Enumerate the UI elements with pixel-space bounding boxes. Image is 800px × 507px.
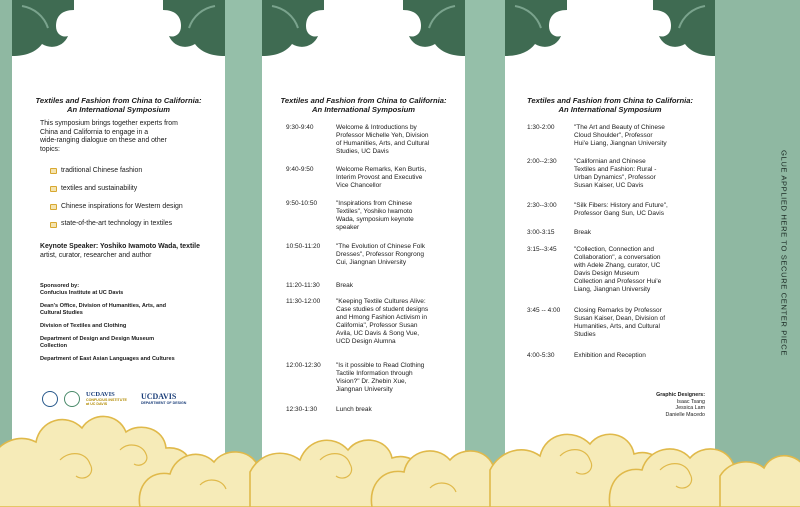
designer-name: Jessica Lam	[675, 405, 705, 412]
schedule-line: Humanities, Arts, and Cultural	[574, 323, 660, 331]
topic-item	[50, 220, 183, 229]
schedule-row	[286, 166, 427, 190]
schedule-line: "The Evolution of Chinese Folk	[336, 243, 426, 250]
schedule-line: "Keeping Textile Cultures Alive:	[336, 298, 426, 305]
schedule-description	[336, 282, 461, 290]
topic-label: traditional Chinese fashion	[61, 167, 143, 174]
schedule-line: Lunch break	[336, 406, 372, 413]
schedule-description	[574, 307, 709, 339]
schedule-description	[336, 124, 461, 156]
sponsor-entry	[40, 283, 212, 297]
schedule-line: UCD Design Alumna	[336, 338, 396, 346]
schedule-line: Vision?" Dr. Zhebin Xue,	[336, 378, 407, 386]
schedule-line: "Inspirations from Chinese	[336, 200, 413, 207]
schedule-line: Exhibition and Reception	[574, 352, 646, 359]
topic-label: textiles and sustainability	[61, 184, 138, 192]
schedule-row	[527, 124, 667, 148]
schedule-description	[336, 298, 461, 347]
intro-line: This symposium brings together experts from	[40, 120, 178, 127]
schedule-time: 9:50-10:50	[286, 200, 318, 207]
schedule-line: Hui'e Liang, Jiangnan University	[574, 140, 667, 148]
schedule-line: Liang, Jiangnan University	[574, 286, 651, 294]
schedule-line: Professor Gang Sun, UC Davis	[574, 210, 664, 218]
logo-wordmark: UCDAVIS	[140, 392, 177, 401]
schedule-line: Break	[336, 282, 353, 289]
intro-line: topics:	[40, 145, 60, 153]
schedule-line: Collaboration", a conversation	[574, 254, 661, 262]
decorative-clouds-icon	[0, 390, 800, 507]
schedule-line: Dresses", Professor Rongrong	[336, 251, 424, 259]
schedule-description	[574, 158, 709, 190]
schedule-line: Studies	[574, 331, 596, 339]
schedule-row	[527, 307, 666, 339]
sponsor-entry	[40, 356, 212, 363]
schedule-line: Cui, Jiangnan University	[336, 259, 407, 267]
schedule-row	[527, 352, 646, 360]
schedule-line: Tactile Information through	[336, 370, 413, 378]
schedule-line: Susan Kaiser, Dean, Division of	[574, 315, 666, 323]
schedule-line: "Californian and Chinese	[574, 158, 646, 165]
title-line: An International Symposium	[312, 105, 415, 114]
schedule-line: Welcome & Introductions by	[336, 124, 417, 131]
designer-name: Danielle Macedo	[665, 411, 705, 418]
schedule-description	[574, 202, 709, 218]
corner-ornament-icon	[505, 0, 567, 58]
designers-heading: Graphic Designers:	[656, 392, 705, 398]
schedule-line: "Silk Fibers: History and Future",	[574, 202, 668, 209]
schedule-description	[336, 166, 461, 190]
schedule-line: Professor Michelle Yeh, Division	[336, 132, 429, 140]
sponsor-line: Confucius Institute at UC Davis	[40, 290, 124, 296]
schedule-row	[527, 229, 591, 237]
intro-line: wide-ranging dialogue on these and other	[40, 137, 167, 145]
schedule-row	[286, 282, 353, 290]
logo-subtitle: CONFUCIUS INSTITUTE	[86, 398, 127, 403]
schedule-description	[336, 200, 461, 232]
schedule-line: Textiles", Yoshiko Iwamoto	[336, 208, 413, 216]
schedule-time: 1:30-2:00	[527, 124, 555, 131]
schedule-line: California", Professor Susan	[336, 322, 418, 330]
schedule-line: Avila, UC Davis & Song Vue,	[336, 330, 420, 338]
schedule-line: "The Art and Beauty of Chinese	[574, 124, 665, 131]
keynote-line: Keynote Speaker: Yoshiko Iwamoto Wada, textile	[40, 243, 200, 250]
corner-ornament-icon	[12, 0, 74, 58]
intro-paragraph	[40, 120, 210, 154]
schedule-line: Urban Dynamics", Professor	[574, 174, 656, 182]
schedule-time: 12:00-12:30	[286, 362, 321, 369]
schedule-row	[286, 200, 414, 232]
schedule-time: 3:45 -- 4:00	[527, 307, 561, 314]
schedule-description	[574, 246, 709, 295]
logo-subtitle: DEPARTMENT OF DESIGN	[140, 401, 187, 405]
schedule-line: Interim Provost and Executive	[336, 174, 423, 182]
corner-ornament-icon	[262, 0, 324, 58]
cloud-bullet-icon	[50, 186, 57, 192]
intro-line: China and California to engage in a	[40, 128, 149, 136]
symposium-title	[12, 96, 225, 114]
schedule-line: with Adele Zhang, curator, UC	[574, 262, 661, 270]
title-line: Textiles and Fashion from China to California:	[35, 96, 202, 105]
schedule-time: 2:00--2:30	[527, 158, 557, 165]
schedule-row	[286, 362, 425, 394]
symposium-title	[262, 96, 465, 114]
schedule-time: 4:00-5:30	[527, 352, 555, 359]
corner-ornament-icon	[163, 0, 225, 58]
schedule-time: 11:30-12:00	[286, 298, 321, 305]
symposium-title	[505, 96, 715, 114]
schedule-line: Susan Kaiser, UC Davis	[574, 182, 644, 190]
glue-instruction: GLUE APPLIED HERE TO SECURE CENTER PIECE	[779, 149, 789, 357]
logo-subtitle: at UC DAVIS	[86, 402, 108, 407]
schedule-line: and Hmong Fashion Activism in	[336, 314, 428, 322]
title-line: Textiles and Fashion from China to California:	[527, 96, 693, 105]
schedule-row	[286, 124, 430, 156]
title-line: Textiles and Fashion from China to California:	[280, 96, 447, 105]
schedule-line: Vice Chancellor	[336, 182, 382, 190]
corner-ornament-icon	[403, 0, 465, 58]
schedule-time: 9:40-9:50	[286, 166, 314, 173]
sponsor-line: Department of Design and Design Museum	[40, 336, 155, 342]
sponsors-list	[40, 283, 212, 369]
sponsor-line: Collection	[40, 343, 68, 349]
topic-item	[50, 167, 183, 176]
sponsor-line: Cultural Studies	[40, 310, 83, 316]
topic-label: state-of-the-art technology in textiles	[61, 220, 173, 228]
topic-item	[50, 203, 183, 212]
schedule-row	[527, 202, 668, 218]
sponsor-line: Sponsored by:	[40, 283, 80, 289]
schedule-line: "Collection, Connection and	[574, 246, 654, 253]
schedule-time: 2:30--3:00	[527, 202, 557, 209]
schedule-line: "Is it possible to Read Clothing	[336, 362, 425, 369]
schedule-time: 11:20-11:30	[286, 282, 320, 289]
schedule-description	[336, 243, 461, 267]
schedule-description	[574, 229, 709, 237]
schedule-time: 9:30-9:40	[286, 124, 314, 131]
schedule-description	[574, 352, 709, 360]
schedule-line: Break	[574, 229, 591, 236]
sponsor-entry	[40, 323, 212, 330]
schedule-line: of Humanities, Arts, and Cultural	[336, 140, 430, 148]
schedule-time: 12:30-1:30	[286, 406, 318, 413]
cloud-bullet-icon	[50, 204, 57, 210]
keynote-speaker	[40, 243, 212, 260]
corner-ornament-icon	[653, 0, 715, 58]
schedule-line: Textiles and Fashion: Rural -	[574, 166, 657, 174]
schedule-line: Cloud Shoulder", Professor	[574, 132, 653, 140]
schedule-line: Davis Design Museum	[574, 270, 640, 278]
schedule-line: Wada, symposium keynote	[336, 216, 414, 224]
schedule-line: Collection and Professor Hui'e	[574, 278, 662, 286]
schedule-description	[574, 124, 709, 148]
schedule-row	[286, 243, 426, 267]
schedule-time: 10:50-11:20	[286, 243, 321, 250]
topic-item	[50, 185, 183, 194]
sponsor-entry	[40, 303, 212, 317]
cloud-bullet-icon	[50, 168, 57, 174]
schedule-line: speaker	[336, 224, 360, 232]
schedule-time: 3:15--3:45	[527, 246, 557, 253]
sponsor-line: Division of Textiles and Clothing	[40, 323, 127, 329]
logo-wordmark: UCDAVIS	[86, 390, 115, 398]
keynote-line: artist, curator, researcher and author	[40, 251, 152, 259]
schedule-row	[286, 298, 429, 346]
sponsor-entry	[40, 336, 212, 350]
schedule-line: Closing Remarks by Professor	[574, 307, 662, 314]
sponsor-line: Dean's Office, Division of Humanities, Arts, and	[40, 303, 167, 309]
schedule-line: Case studies of student designs	[336, 306, 429, 314]
topic-label: Chinese inspirations for Western design	[61, 202, 183, 210]
title-line: An International Symposium	[558, 105, 662, 114]
sponsor-line: Department of East Asian Languages and Cultures	[40, 356, 175, 362]
schedule-line: Jiangnan University	[336, 386, 393, 394]
cloud-bullet-icon	[50, 222, 57, 228]
schedule-row	[527, 158, 657, 190]
designer-name: Isaac Tsang	[676, 398, 705, 405]
topic-list	[50, 167, 183, 238]
schedule-line: Welcome Remarks, Ken Burtis,	[336, 166, 427, 173]
schedule-time: 3:00-3:15	[527, 229, 555, 236]
title-line: An International Symposium	[67, 105, 170, 114]
schedule-line: Studies, UC Davis	[336, 148, 389, 156]
schedule-row	[527, 246, 662, 294]
